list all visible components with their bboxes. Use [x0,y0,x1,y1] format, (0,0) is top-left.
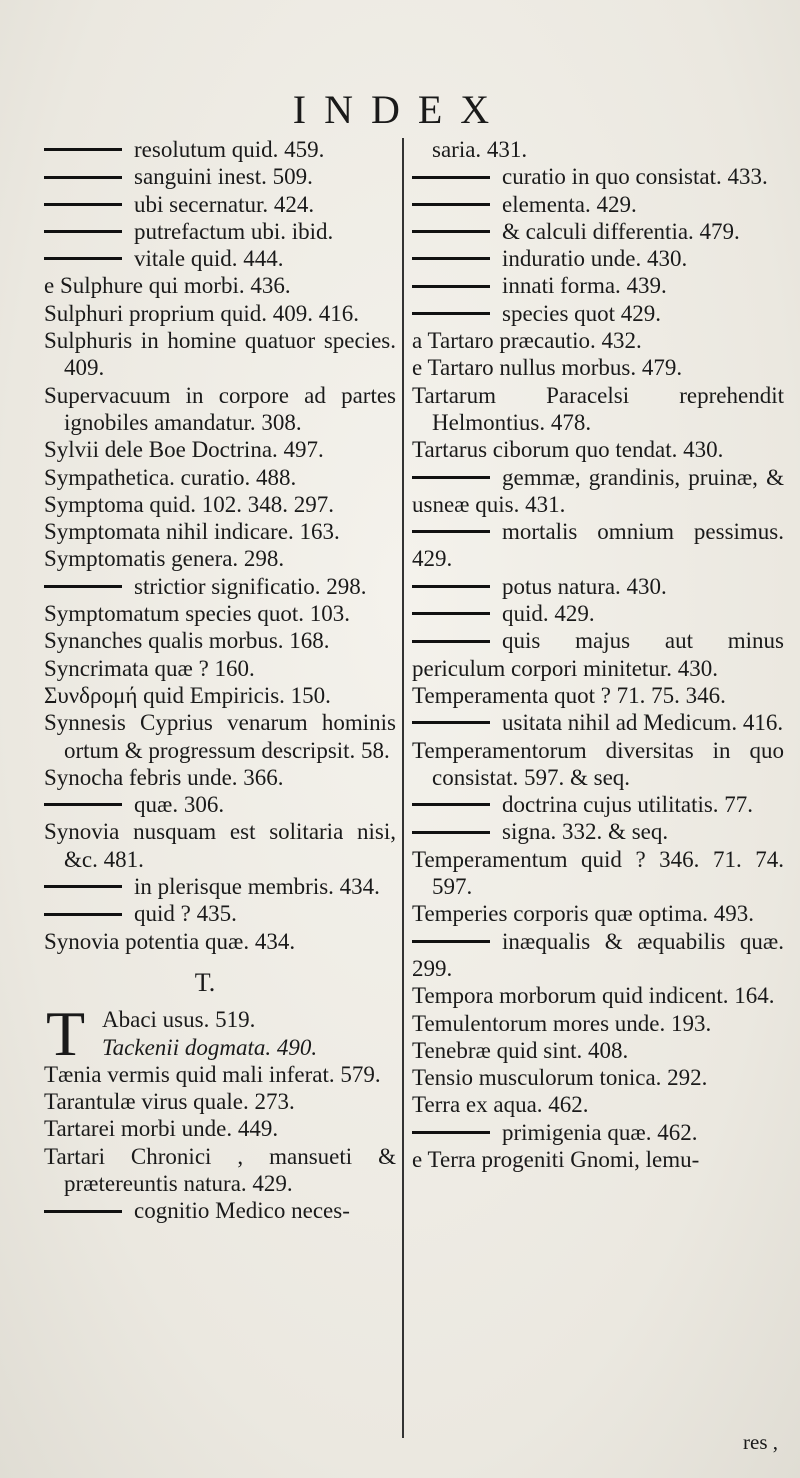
subentry [412,791,784,818]
subentry [412,600,784,627]
index-entry [44,655,396,682]
index-entry [412,354,784,381]
dash-rule [412,585,490,588]
subentry [412,245,784,272]
dash-rule [412,1131,490,1134]
dash-rule [44,913,122,916]
entry-text: e Sulphure qui morbi. 436. [44,273,291,299]
entry-text: Synovia potentia quæ. 434. [44,928,296,954]
subentry [412,163,784,190]
entry-text: & calculi differentia. 479. [502,218,740,244]
index-entry [44,682,396,709]
subentry [44,218,396,245]
entry-text: Temperamentum quid ? 346. 71. 74. 597. [412,846,784,900]
entry-text: Symptomatum species quot. 103. [44,601,351,627]
index-entry [44,627,396,654]
entry-text: Tartarus ciborum quo tendat. 430. [412,437,724,463]
entry-text: Supervacuum in corpore ad partes ignobiles amandatur. 308. [44,382,396,435]
entry-text: T. [194,967,216,997]
subentry [44,573,396,600]
dash-rule [44,803,122,806]
entry-text: elementa. 429. [502,191,637,217]
entry-text: Tartarum Paracelsi reprehendit Helmontius. 478. [412,382,784,435]
index-entry [44,764,396,791]
entry-text: e Terra progeniti Gnomi, lemu- [412,1146,700,1172]
dash-rule [44,885,122,888]
dash-rule [412,530,490,533]
dash-rule [412,940,490,943]
index-entry [412,982,784,1009]
subentry [412,573,784,600]
entry-text: resolutum quid. 459. [134,137,325,162]
entry-text: species quot 429. [502,300,662,326]
entry-text: Symptoma quid. 102. 348. 297. [44,491,335,517]
entry-text: Sulphuris in homine quatuor species. 409. [44,328,396,381]
index-entry [44,709,396,764]
dash-rule [412,203,490,206]
index-entry [44,518,396,545]
entry-text: Tempora morborum quid indicent. 164. [412,983,775,1009]
entry-text: Symptomatis genera. 298. [44,546,285,572]
right-column [412,136,784,1173]
subentry [412,818,784,845]
subentry [44,900,396,927]
subentry [44,245,396,272]
dash-rule [44,148,122,151]
entry-text: Symptomata nihil indicare. 163. [44,519,340,545]
dash-rule [44,585,122,588]
index-entry [412,1091,784,1118]
index-entry [44,436,396,463]
index-entry [412,1037,784,1064]
index-entry [44,600,396,627]
subentry [412,627,784,682]
index-entry [412,737,784,792]
left-column [44,136,396,1225]
entry-text: sanguini inest. 509. [134,164,313,190]
entry-text: Tarantulæ virus quale. 273. [44,1089,295,1115]
entry-text: Temperamentorum diversitas in quo consistat. 597. & seq. [412,737,784,790]
page-header: INDEX [292,87,508,132]
subentry [412,272,784,299]
dash-rule [412,230,490,233]
subentry [412,464,784,519]
dash-rule [44,230,122,233]
dash-rule [412,721,490,724]
index-entry [412,436,784,463]
index-entry [44,1061,396,1088]
entry-text: innati forma. 439. [502,273,667,299]
dash-rule [44,203,122,206]
entry-text: curatio in quo consistat. 433. [502,164,768,190]
entry-text: in plerisque membris. 434. [134,874,380,900]
entry-text: Synovia nusquam est solitaria nisi, &c. 481. [44,819,396,872]
subentry [412,928,784,983]
catchword: res , [743,1430,778,1454]
entry-text: Tackenii dogmata. 490. [102,1034,318,1060]
subentry [44,136,396,163]
entry-text: Tartarei morbi unde. 449. [44,1116,279,1142]
dash-rule [412,640,490,643]
index-entry [412,1010,784,1037]
entry-text: Tenebræ quid sint. 408. [412,1037,629,1063]
entry-text: Synocha febris unde. 366. [44,764,284,790]
entry-text: Temulentorum mores unde. 193. [412,1010,712,1036]
entry-text: Synanches qualis morbus. 168. [44,628,330,654]
entry-text: vitale quid. 444. [134,246,284,272]
index-entry [44,327,396,382]
entry-text: Tensio musculorum tonica. 292. [412,1065,708,1091]
entry-text: putrefactum ubi. ibid. [134,218,334,244]
dash-rule [412,803,490,806]
drop-cap: T [46,998,86,1070]
subentry [44,873,396,900]
index-entry [44,1034,396,1061]
entry-text: quid ? 435. [134,901,237,927]
dash-rule [412,285,490,288]
dash-rule [412,612,490,615]
index-entry [44,545,396,572]
column-divider [402,138,404,1438]
dash-rule [412,257,490,260]
subentry [412,709,784,736]
entry-text: potus natura. 430. [502,573,667,599]
entry-text: strictior significatio. 298. [134,573,367,599]
subentry [412,218,784,245]
subentry [412,1119,784,1146]
index-entry [44,464,396,491]
index-entry [44,272,396,299]
subentry [412,191,784,218]
entry-text: e Tartaro nullus morbus. 479. [412,355,683,381]
index-entry [412,1146,784,1173]
entry-text: quæ. 306. [134,792,225,818]
index-entry [412,846,784,901]
dash-rule [412,476,490,479]
subentry [412,518,784,573]
entry-text: signa. 332. & seq. [502,819,669,845]
index-entry [412,682,784,709]
index-entry [44,1088,396,1115]
entry-text: usitata nihil ad Medicum. 416. [502,710,784,736]
entry-text: Temperies corporis quæ optima. 493. [412,901,755,927]
section-heading [44,969,396,996]
index-entry [44,818,396,873]
entry-text: Sulphuri proprium quid. 409. 416. [44,300,359,326]
entry-text: ubi secernatur. 424. [134,191,315,217]
subentry [412,300,784,327]
entry-text: primigenia quæ. 462. [502,1119,698,1145]
dash-rule [412,176,490,179]
dash-rule [44,176,122,179]
entry-text: Sympathetica. curatio. 488. [44,464,297,490]
subentry [44,1197,396,1224]
entry-text: Terra ex aqua. 462. [412,1092,589,1118]
index-entry [44,491,396,518]
entry-text: quid. 429. [502,601,595,627]
entry-text: cognitio Medico neces- [134,1198,350,1224]
index-entry [412,382,784,437]
dash-rule [44,257,122,260]
entry-text: Sylvii dele Boe Doctrina. 497. [44,437,324,463]
dash-rule [44,1210,122,1213]
index-entry [44,382,396,437]
index-entry [44,1115,396,1142]
index-entry [412,327,784,354]
dash-rule [412,312,490,315]
entry-text: inæqualis & æquabilis quæ. 299. [412,928,784,981]
entry-text: Abaci usus. 519. [102,1007,256,1033]
entry-text: Syncrimata quæ ? 160. [44,655,255,681]
entry-text: mortalis omnium pessimus. 429. [412,519,784,572]
entry-text: Tartari Chronici , mansueti & prætereuntis natura. 429. [44,1143,396,1196]
subentry [44,163,396,190]
continued-entry [412,136,784,163]
entry-text: doctrina cujus utilitatis. 77. [502,792,754,818]
entry-text: quis majus aut minus periculum corpori minitetur. 430. [412,628,784,681]
entry-text: gemmæ, grandinis, pruinæ, & usneæ quis. 431. [412,464,784,517]
dash-rule [412,831,490,834]
entry-text: Συνδρομή quid Empiricis. 150. [44,682,331,708]
subentry [44,791,396,818]
entry-text: induratio unde. 430. [502,246,688,272]
index-entry [44,928,396,955]
entry-text: saria. 431. [432,137,528,162]
index-entry [412,1064,784,1091]
entry-text: Synnesis Cyprius venarum hominis ortum & progressum descripsit. 58. [44,710,396,763]
subentry [44,191,396,218]
entry-text: Tænia vermis quid mali inferat. 579. [44,1061,381,1087]
index-entry [44,1143,396,1198]
entry-text: a Tartaro præcautio. 432. [412,328,642,354]
index-entry [44,300,396,327]
entry-text: Temperamenta quot ? 71. 75. 346. [412,682,726,708]
index-entry [412,900,784,927]
